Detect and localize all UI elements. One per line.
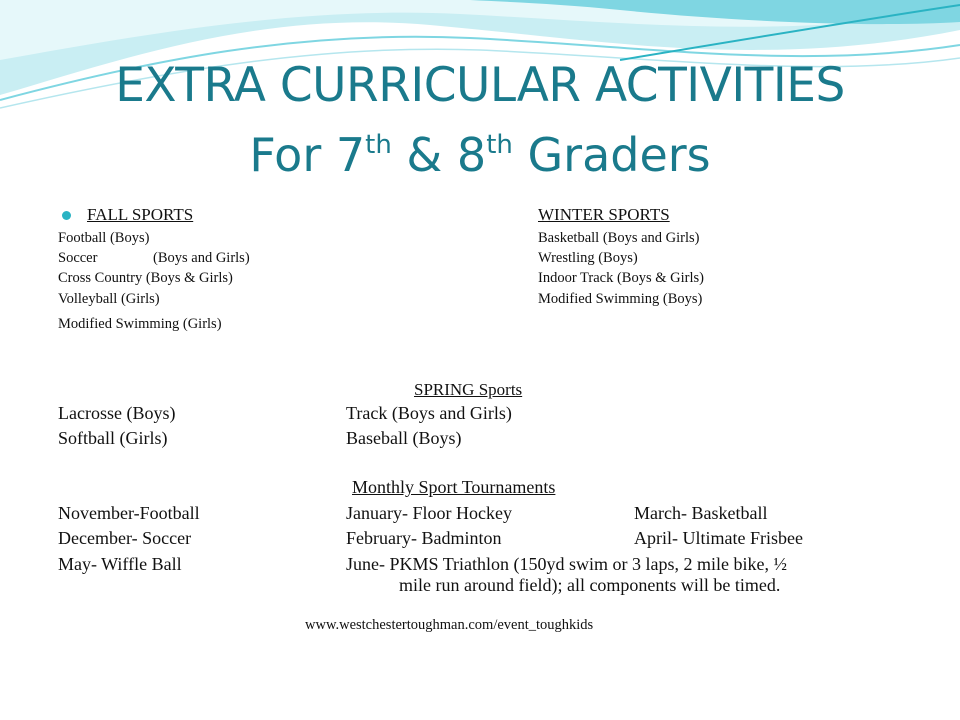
subtitle-mid: & 8: [391, 128, 487, 182]
winter-sports-heading: WINTER SPORTS: [538, 205, 670, 224]
monthly-april: April- Ultimate Frisbee: [634, 528, 803, 548]
spring-item-lacrosse: Lacrosse (Boys): [58, 403, 176, 423]
fall-item-volleyball: Volleyball (Girls): [58, 291, 160, 307]
winter-item-basketball: Basketball (Boys and Girls): [538, 230, 700, 246]
monthly-march: March- Basketball: [634, 503, 768, 523]
monthly-january: January- Floor Hockey: [346, 503, 512, 523]
fall-sports-heading: FALL SPORTS: [87, 205, 194, 224]
spring-item-baseball: Baseball (Boys): [346, 428, 462, 448]
monthly-tournaments-heading: Monthly Sport Tournaments: [352, 477, 556, 497]
fall-item-football: Football (Boys): [58, 230, 150, 246]
winter-item-indoor-track: Indoor Track (Boys & Girls): [538, 270, 704, 286]
spring-sports-heading: SPRING Sports: [414, 380, 523, 399]
subtitle-suffix: Graders: [512, 128, 711, 182]
monthly-may: May- Wiffle Ball: [58, 554, 182, 574]
monthly-june-continued: mile run around field); all components will be timed.: [399, 575, 781, 595]
subtitle-sup-2: th: [486, 130, 513, 160]
bullet-icon: [62, 211, 71, 220]
page-title: [0, 58, 960, 113]
spring-item-softball: Softball (Girls): [58, 428, 168, 448]
subtitle-sup-1: th: [365, 130, 392, 160]
website-link[interactable]: www.westchestertoughman.com/event_toughkids: [305, 617, 594, 633]
fall-item-soccer: Soccer: [58, 250, 98, 266]
fall-item-modified-swimming: Modified Swimming (Girls): [58, 316, 222, 332]
fall-item-cross-country: Cross Country (Boys & Girls): [58, 270, 233, 286]
winter-item-modified-swimming: Modified Swimming (Boys): [538, 291, 703, 307]
subtitle-prefix: For 7: [249, 128, 366, 182]
monthly-february: February- Badminton: [346, 528, 502, 548]
monthly-june: June- PKMS Triathlon (150yd swim or 3 laps, 2 mile bike, ½: [346, 554, 788, 574]
monthly-december: December- Soccer: [58, 528, 192, 548]
spring-item-track: Track (Boys and Girls): [346, 403, 512, 423]
title-line-1: EXTRA CURRICULAR ACTIVITIES: [115, 58, 845, 113]
page-subtitle: [0, 128, 960, 182]
fall-item-soccer-detail: (Boys and Girls): [153, 250, 250, 266]
winter-item-wrestling: Wrestling (Boys): [538, 250, 638, 266]
monthly-november: November-Football: [58, 503, 200, 523]
